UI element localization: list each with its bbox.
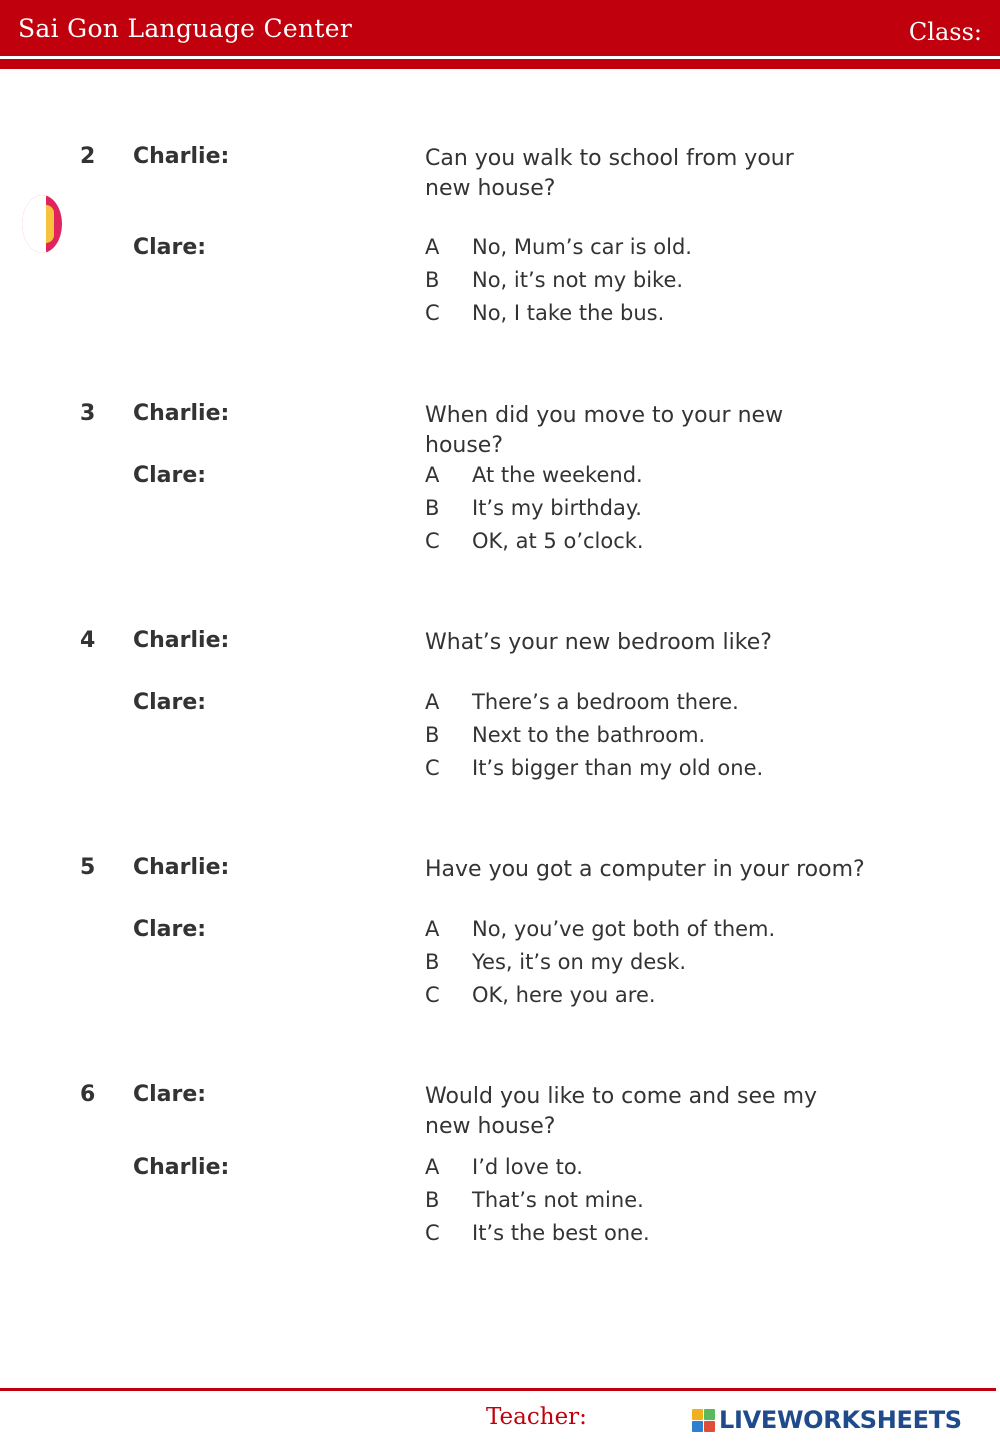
question-number: 3 <box>80 401 96 426</box>
option-text: OK, at 5 o’clock. <box>472 529 644 553</box>
option-letter: B <box>425 950 440 974</box>
speaker-one: Charlie: <box>133 855 230 880</box>
option-letter: B <box>425 723 440 747</box>
question-prompt <box>425 401 865 461</box>
footer-divider <box>0 1388 996 1391</box>
option-text: It’s my birthday. <box>472 496 642 520</box>
option-letter: C <box>425 529 440 553</box>
prompt-line: Would you like to come and see my <box>425 1084 818 1109</box>
answer-option-a[interactable] <box>425 917 775 941</box>
answer-option-b[interactable] <box>425 723 705 747</box>
question-number: 5 <box>80 855 96 880</box>
answer-option-a[interactable] <box>425 463 643 487</box>
header-divider <box>0 59 1000 69</box>
prompt-line: new house? <box>425 176 556 201</box>
liveworksheets-logo[interactable] <box>692 1406 962 1434</box>
option-text: Yes, it’s on my desk. <box>472 950 687 974</box>
speaker-two: Clare: <box>133 235 207 260</box>
prompt-line: What’s your new bedroom like? <box>425 630 772 655</box>
option-letter: A <box>425 235 440 259</box>
option-letter: B <box>425 496 440 520</box>
liveworksheets-icon <box>692 1409 715 1432</box>
center-name: Sai Gon Language Center <box>18 14 353 43</box>
option-letter: C <box>425 301 440 325</box>
answer-option-c[interactable] <box>425 301 664 325</box>
option-text: That’s not mine. <box>472 1188 644 1212</box>
option-letter: C <box>425 1221 440 1245</box>
answer-option-a[interactable] <box>425 1155 583 1179</box>
option-text: No, it’s not my bike. <box>472 268 684 292</box>
speaker-two: Clare: <box>133 917 207 942</box>
speaker-two: Clare: <box>133 463 207 488</box>
answer-option-b[interactable] <box>425 268 683 292</box>
option-letter: A <box>425 690 440 714</box>
logo-text: LIVEWORKSHEETS <box>719 1406 962 1434</box>
question-number: 6 <box>80 1082 96 1107</box>
speaker-one: Charlie: <box>133 144 230 169</box>
speaker-two: Charlie: <box>133 1155 230 1180</box>
option-letter: C <box>425 756 440 780</box>
answer-option-b[interactable] <box>425 496 642 520</box>
question-number: 2 <box>80 144 96 169</box>
question-prompt <box>425 144 865 204</box>
answer-option-a[interactable] <box>425 235 692 259</box>
option-text: At the weekend. <box>472 463 643 487</box>
answer-option-b[interactable] <box>425 950 686 974</box>
prompt-line: Can you walk to school from your <box>425 146 794 171</box>
option-text: I’d love to. <box>472 1155 583 1179</box>
question-prompt <box>425 628 865 658</box>
decorative-circle-icon <box>22 195 62 253</box>
teacher-label: Teacher: <box>486 1404 587 1430</box>
option-text: There’s a bedroom there. <box>472 690 739 714</box>
speaker-one: Charlie: <box>133 401 230 426</box>
option-text: Next to the bathroom. <box>472 723 706 747</box>
option-letter: A <box>425 463 440 487</box>
option-text: No, you’ve got both of them. <box>472 917 776 941</box>
answer-option-c[interactable] <box>425 983 656 1007</box>
option-text: No, I take the bus. <box>472 301 665 325</box>
prompt-line: Have you got a computer in your room? <box>425 857 865 882</box>
speaker-two: Clare: <box>133 690 207 715</box>
question-number: 4 <box>80 628 96 653</box>
speaker-one: Charlie: <box>133 628 230 653</box>
prompt-line: new house? <box>425 1114 556 1139</box>
answer-option-c[interactable] <box>425 529 644 553</box>
speaker-one: Clare: <box>133 1082 207 1107</box>
option-text: It’s bigger than my old one. <box>472 756 764 780</box>
answer-option-a[interactable] <box>425 690 739 714</box>
class-label: Class: <box>908 18 982 46</box>
question-prompt <box>425 855 865 885</box>
header-bar <box>0 0 1000 56</box>
question-prompt <box>425 1082 865 1142</box>
option-letter: A <box>425 917 440 941</box>
option-letter: B <box>425 1188 440 1212</box>
option-letter: C <box>425 983 440 1007</box>
option-letter: B <box>425 268 440 292</box>
option-text: No, Mum’s car is old. <box>472 235 692 259</box>
option-text: It’s the best one. <box>472 1221 650 1245</box>
answer-option-c[interactable] <box>425 1221 650 1245</box>
option-letter: A <box>425 1155 440 1179</box>
option-text: OK, here you are. <box>472 983 656 1007</box>
answer-option-c[interactable] <box>425 756 763 780</box>
prompt-line: When did you move to your new house? <box>425 403 784 458</box>
answer-option-b[interactable] <box>425 1188 644 1212</box>
